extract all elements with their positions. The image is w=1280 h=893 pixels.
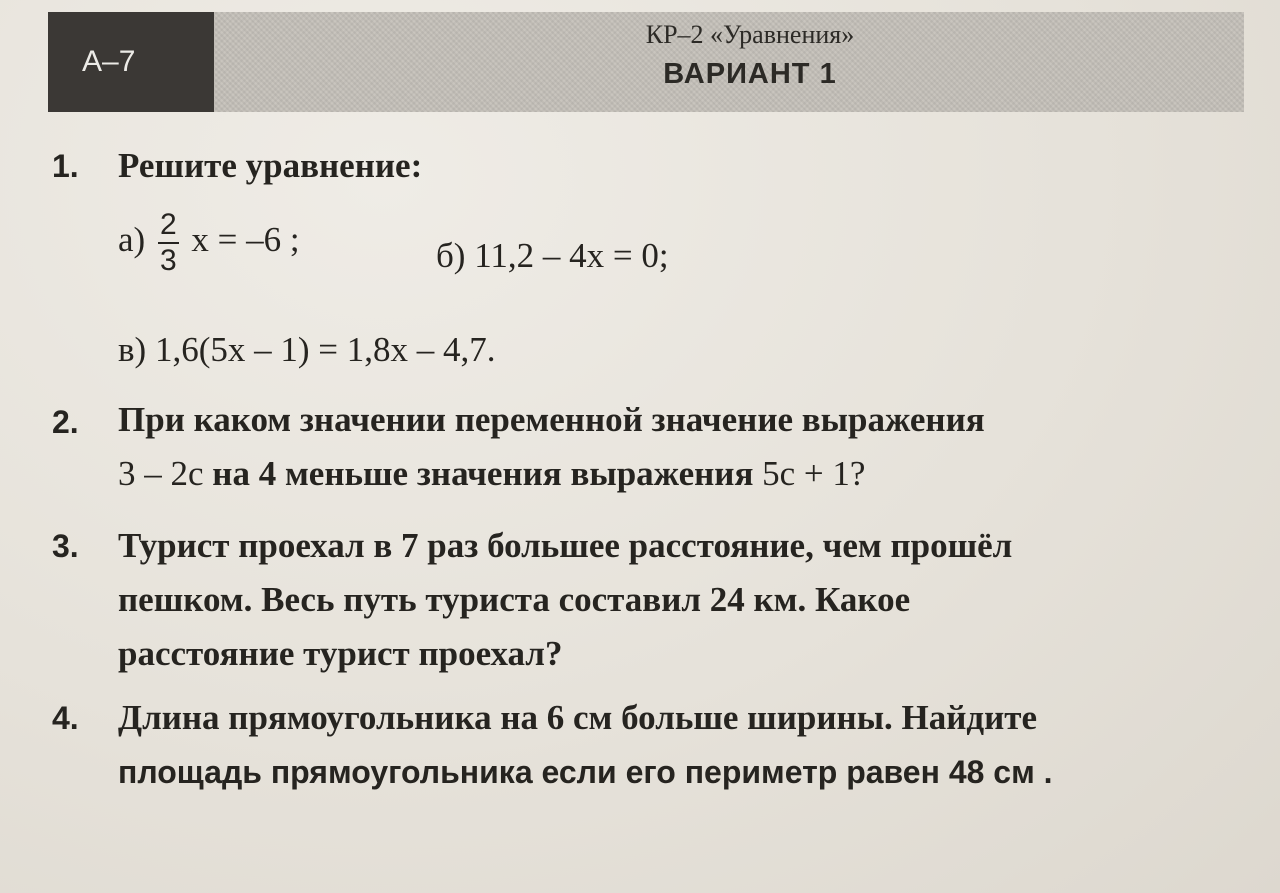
fraction-denominator: 3 — [159, 244, 177, 277]
equation-c — [118, 330, 496, 370]
task-2-line-2 — [118, 454, 865, 494]
task-1-instruction: Решите уравнение: — [118, 146, 423, 185]
task-number: 1. — [52, 148, 79, 184]
equation-a — [118, 208, 300, 278]
test-title: КР–2 «Уравнения» — [645, 20, 855, 49]
task-4 — [52, 700, 1240, 810]
fraction-numerator: 2 — [158, 208, 179, 244]
expression-1: 3 – 2c — [118, 454, 204, 493]
task-2-line-2-text: на 4 меньше значения выражения — [212, 454, 754, 493]
equation-a-rest: x = –6 ; — [191, 220, 300, 260]
task-3-line-1: Турист проехал в 7 раз большее расстояние, чем прошёл — [118, 526, 1013, 565]
task-2 — [52, 400, 1240, 504]
variant-code-badge: А–7 — [48, 12, 214, 112]
expression-2: 5c + 1? — [762, 454, 866, 493]
variant-subtitle: ВАРИАНТ 1 — [663, 58, 837, 90]
task-number: 4. — [52, 700, 79, 736]
equation-b-expression: 11,2 – 4x = 0; — [474, 236, 669, 275]
task-3 — [52, 528, 1240, 678]
task-number: 3. — [52, 528, 79, 564]
fraction — [158, 208, 179, 278]
task-4-line-1: Длина прямоугольника на 6 см больше ширины. Найдите — [118, 698, 1038, 737]
equation-b-label: б) — [436, 236, 466, 275]
equation-a-label: а) — [118, 220, 146, 260]
task-4-line-2: площадь прямоугольника если его периметр равен 48 см . — [118, 754, 1053, 790]
equation-b — [436, 236, 669, 276]
task-1 — [52, 148, 1240, 378]
task-2-line-1: При каком значении переменной значение выражения — [118, 400, 985, 439]
equation-c-expression: 1,6(5x – 1) = 1,8x – 4,7. — [154, 330, 496, 369]
task-3-line-2: пешком. Весь путь туриста составил 24 км. Какое — [118, 580, 911, 619]
task-number: 2. — [52, 404, 79, 440]
equation-c-label: в) — [118, 330, 147, 369]
task-3-line-3: расстояние турист проехал? — [118, 634, 563, 673]
